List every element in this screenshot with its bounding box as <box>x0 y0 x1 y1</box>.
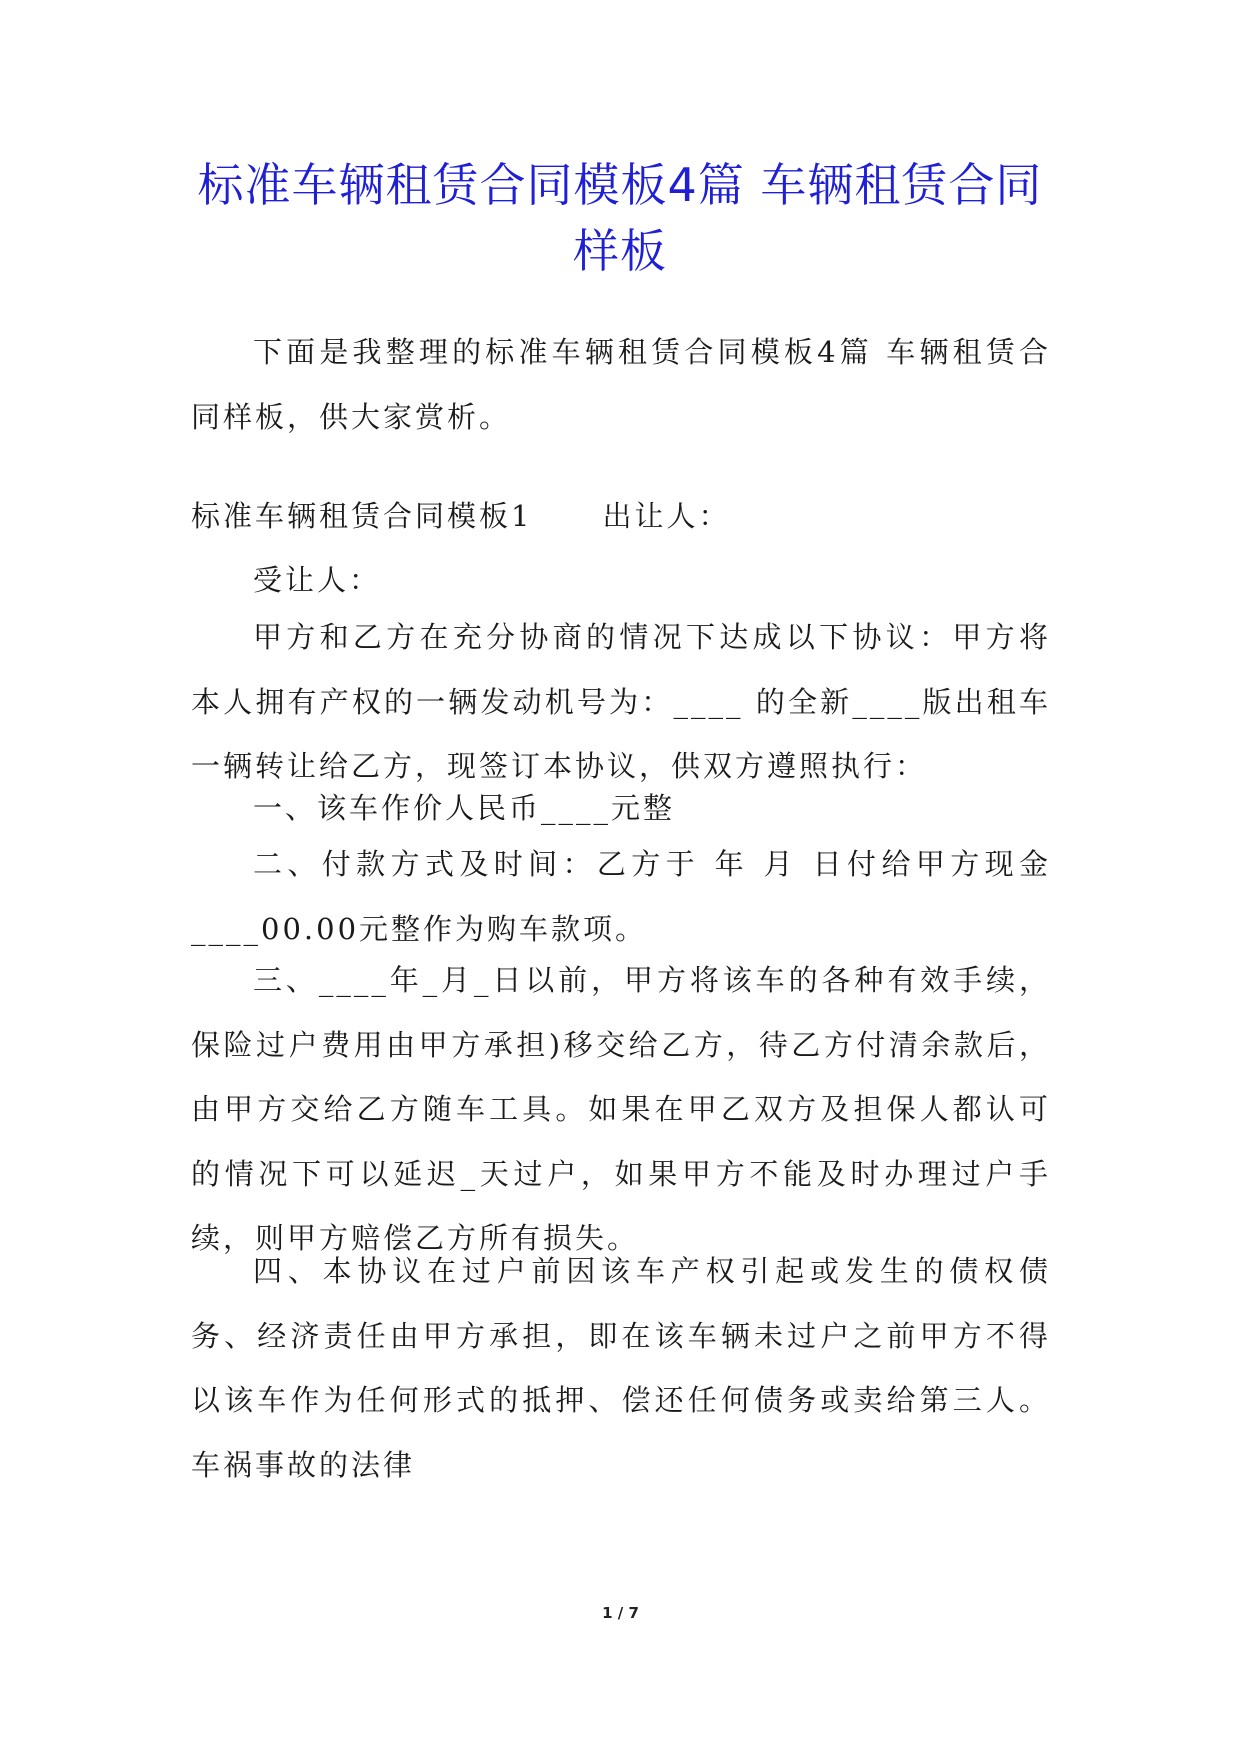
paragraph-clause-4: 四、本协议在过户前因该车产权引起或发生的债权债务、经济责任由甲方承担，即在该车辆未过户之前甲方不得以该车作为任何形式的抵押、偿还任何债务或卖给第三人。车祸事故的法律 <box>191 1254 1051 1482</box>
seller-label: 出让人： <box>602 499 731 533</box>
page-number: 1 / 7 <box>602 1604 639 1622</box>
section-heading: 标准车辆租赁合同模板1 <box>191 499 533 533</box>
document-title: 标准车辆租赁合同模板4篇 车辆租赁合同样板 <box>197 158 1043 278</box>
paragraph-clause-3: 三、____年_月_日以前，甲方将该车的各种有效手续，保险过户费用由甲方承担)移交给乙方，待乙方付清余款后，由甲方交给乙方随车工具。如果在甲乙双方及担保人都认可的情况下可以延迟_天过户，如果甲方不能及时办理过户手续，则甲方赔偿乙方所有损失。 <box>191 963 1051 1255</box>
paragraph-clause-2: 二、付款方式及时间：乙方于 年 月 日付给甲方现金____00.00元整作为购车款项。 <box>191 847 1051 946</box>
paragraph-agreement: 甲方和乙方在充分协商的情况下达成以下协议：甲方将本人拥有产权的一辆发动机号为：____ 的全新____版出租车一辆转让给乙方，现签订本协议，供双方遵照执行： <box>191 620 1051 783</box>
paragraph-clause-1: 一、该车作价人民币____元整 <box>253 791 676 825</box>
buyer-label: 受让人： <box>253 563 382 597</box>
section-heading-line <box>191 484 1051 549</box>
intro-paragraph: 下面是我整理的标准车辆租赁合同模板4篇 车辆租赁合同样板，供大家赏析。 <box>191 335 1051 434</box>
